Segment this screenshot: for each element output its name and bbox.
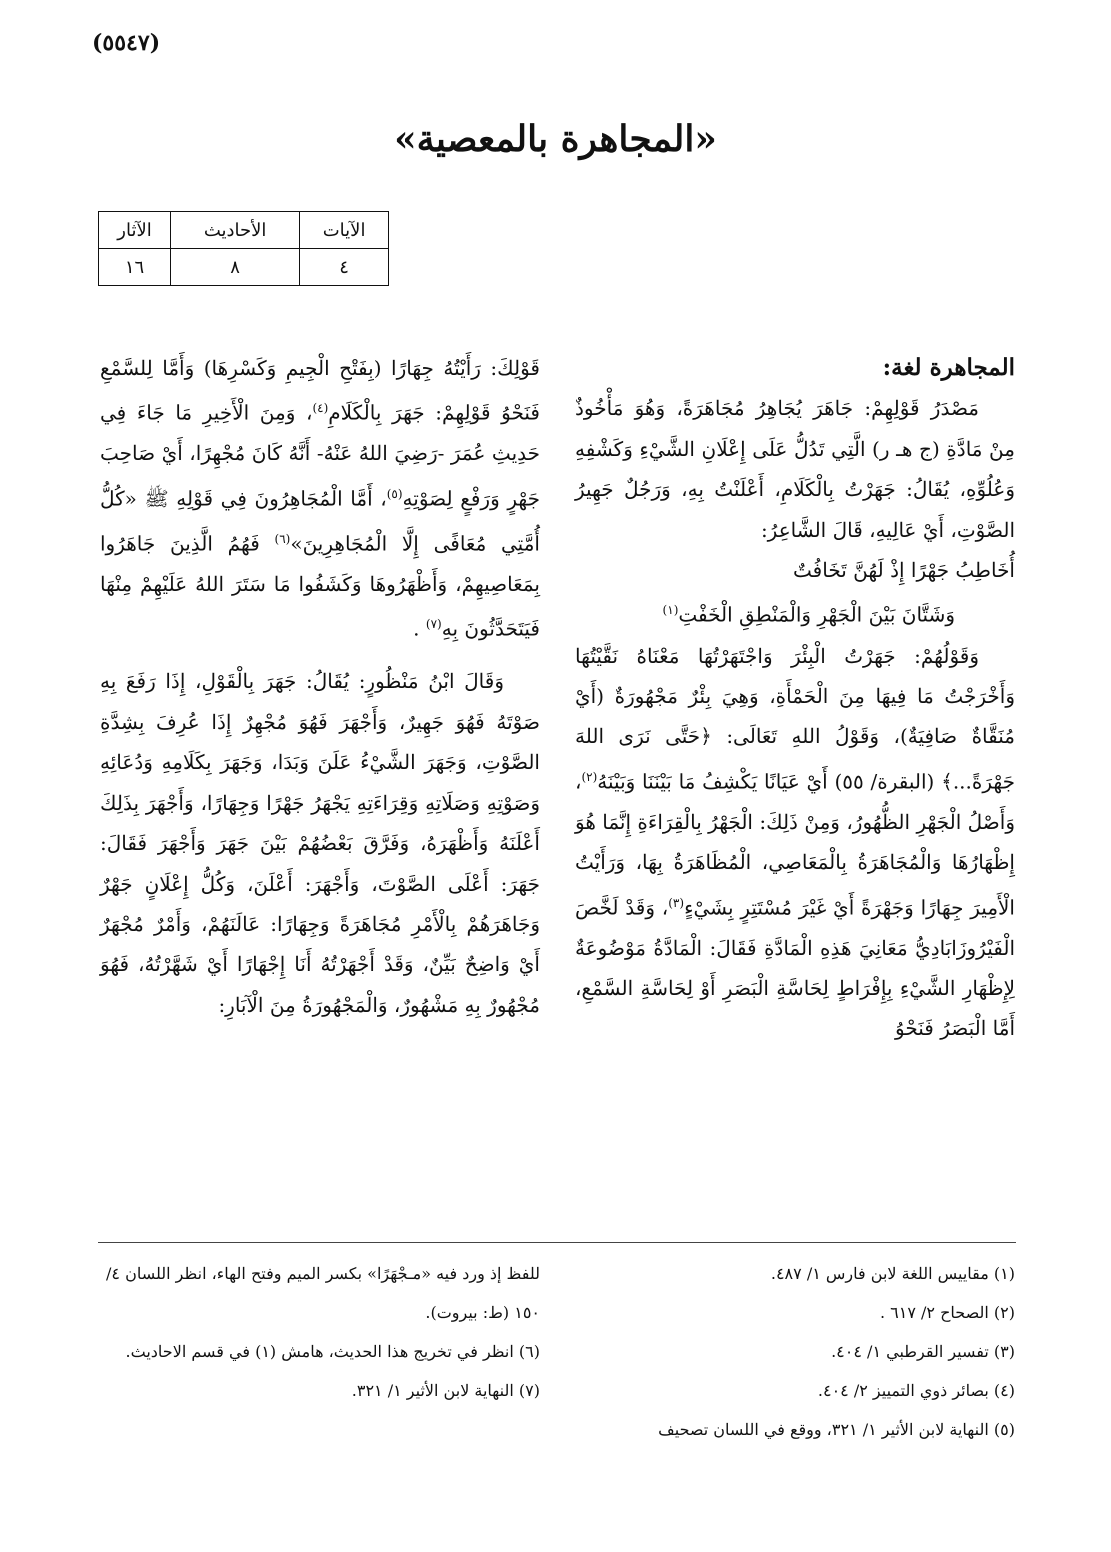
footnote: (٤) بصائر ذوي التمييز ٢/ ٤٠٤. xyxy=(817,1381,1015,1400)
footnote: (٥) النهاية لابن الأثير ١/ ٣٢١، ووقع في اللسان تصحيف xyxy=(658,1420,1015,1439)
footnote: للفظ إذ ورد فيه «مـجْهَرًا» بكسر الميم وفتح الهاء، انظر اللسان ٤/ ١٥٠ (ط: بيروت). xyxy=(106,1264,540,1322)
footnote-ref[interactable]: (٤) xyxy=(312,401,329,416)
footnote: (٧) النهاية لابن الأثير ١/ ٣٢١. xyxy=(351,1381,540,1400)
stats-value-row xyxy=(99,249,389,286)
paragraph xyxy=(575,388,1015,550)
stats-header-row xyxy=(99,212,389,249)
paragraph-text: فَهُمُ الَّذِينَ جَاهَرُوا بِمَعَاصِيهِمْ، وَأَظْهَرُوهَا وَكَشَفُوا مَا سَتَرَ اللهُ عَلَيْهِمْ مِنْهَا فَيَتَحَدَّثُونَ بِهِ xyxy=(100,531,540,642)
paragraph-text: مَصْدَرُ قَوْلِهِمْ: جَاهَرَ يُجَاهِرُ مُجَاهَرَةً، وَهُوَ مَأْخُوذٌ مِنْ مَادَّةِ (ج هـ ر) الَّتِي تَدُلُّ عَلَى إِعْلَانِ الشَّيْءِ وَكَشْفِهِ وَعُلُوِّهِ، يُقَالُ: جَهَرْتُ بِالْكَلَامِ، أَعْلَنْتُ بِهِ، وَرَجُلٌ جَهِيرُ الصَّوْتِ، أَيْ عَالِيهِ، قَالَ الشَّاعِرُ: xyxy=(575,396,1015,542)
stats-table xyxy=(98,211,389,286)
footnote-ref[interactable]: (٢) xyxy=(581,769,598,784)
stats-header-athar: الآثار xyxy=(99,212,171,249)
footnote-ref[interactable]: (٥) xyxy=(386,486,403,501)
left-column xyxy=(100,348,540,1025)
paragraph-text: ، أَمَّا الْمُجَاهِرُونَ فِي قَوْلِهِ ﷺ «كُلُّ أُمَّتِي مُعَافًى إِلَّا الْمُجَاهِرِينَ» xyxy=(100,486,540,556)
footnote-divider xyxy=(98,1242,1016,1243)
footnote-ref[interactable]: (٦) xyxy=(274,531,291,546)
section-heading: المجاهرة لغة: xyxy=(882,354,1015,381)
footnote-ref[interactable]: (٣) xyxy=(668,895,685,910)
stats-header-verses: الآيات xyxy=(300,212,389,249)
verse-text: وَشَتَّانَ بَيْنَ الْجَهْرِ وَالْمَنْطِقِ الْخَفْتِ xyxy=(678,603,955,628)
page-number: (٥٥٤٧) xyxy=(92,30,161,56)
paragraph-text: قَوْلِكَ: رَأَيْتُهُ جِهَارًا (بِفَتْحِ الْجِيمِ وَكَسْرِهَا) وَأَمَّا لِلسَّمْعِ فَنَحْوُ قَوْلِهِمْ: جَهَرَ بِالْكَلَامِ xyxy=(100,356,540,426)
spacer xyxy=(100,649,540,661)
right-column xyxy=(575,348,1015,1049)
paragraph-text: . xyxy=(413,617,426,642)
paragraph-text: ، وَقَدْ لَخَّصَ الْفَيْرُوزَابَادِيُّ مَعَانِيَ هَذِهِ الْمَادَّةِ فَقَالَ: الْمَادَّةُ مَوْضُوعَةٌ لِإِظْهَارِ الشَّيْءِ بِإِفْرَاطٍ لِحَاسَّةِ الْبَصَرِ أَوْ لِحَاسَّةِ السَّمْعِ، أَمَّا الْبَصَرُ فَنَحْوُ xyxy=(575,895,1015,1041)
paragraph-text: ، وَأَصْلُ الْجَهْرِ الظُّهُورُ، وَمِنْ ذَلِكَ: الْجَهْرُ بِالْقِرَاءَةِ إِنَّمَا هُوَ إِظْهَارُهَا وَالْمُجَاهَرَةُ بِالْمَعَاصِي، الْمُظَاهَرَةُ بِهَا، وَرَأَيْتُ الْأَمِيرَ جِهَارًا وَجَهْرَةً أَيْ غَيْرَ مُسْتَتِرٍ بِشَيْءٍ xyxy=(575,769,1015,920)
paragraph xyxy=(100,348,540,649)
paragraph-text: وَقَالَ ابْنُ مَنْظُورٍ: يُقَالُ: جَهَرَ بِالْقَوْلِ، إِذَا رَفَعَ بِهِ صَوْتَهُ فَهُوَ جَهِيرٌ، وَأَجْهَرَ فَهُوَ مُجْهِرٌ إِذَا عُرِفَ بِشِدَّةِ الصَّوْتِ، وَجَهَرَ الشَّيْءُ عَلَنَ وَبَدَا، وَجَهَرَ بِكَلَامِهِ وَدُعَائِهِ وَصَوْتِهِ وَصَلَاتِهِ وَقِرَاءَتِهِ يَجْهَرُ جَهْرًا وَجِهَارًا، وَأَجْهَرَ بِذَلِكَ أَعْلَنَهُ وَأَظْهَرَهُ، وَفَرَّقَ بَعْضُهُمْ بَيْنَ جَهَرَ وَأَجْهَرَ فَقَالَ: جَهَرَ: أَعْلَى الصَّوْتَ، وَأَجْهَرَ: أَعْلَنَ، وَكُلُّ إِعْلَانٍ جَهْرٌ وَجَاهَرَهُمْ بِالْأَمْرِ مُجَاهَرَةً وَجِهَارًا: عَالَنَهُمْ، وَأَمْرٌ مُجْهَرٌ أَيْ وَاضِحٌ بَيِّنٌ، وَقَدْ أَجْهَرْتُهُ أَنَا إِجْهَارًا أَيْ شَهَّرْتُهُ، فَهُوَ مُجْهُورٌ بِهِ مَشْهُورٌ، وَالْمَجْهُورَةُ مِنَ الْآبَارِ: xyxy=(100,669,540,1017)
page-title: «المجاهرة بالمعصية» xyxy=(394,118,717,160)
paragraph-text: ، وَمِنَ الْأَخِيرِ مَا جَاءَ فِي حَدِيثِ عُمَرَ -رَضِيَ اللهُ عَنْهُ- أَنَّهُ كَانَ مُجْهِرًا، أَيْ صَاحِبَ جَهْرٍ وَرَفْعٍ لِصَوْتِهِ xyxy=(100,401,540,511)
stats-header-hadiths: الأحاديث xyxy=(171,212,300,249)
verse-line xyxy=(575,590,1015,635)
footnote-ref[interactable]: (١) xyxy=(662,603,679,618)
verse-line: أُخَاطِبُ جَهْرًا إِذْ لَهُنَّ تَخَافُتٌ xyxy=(793,558,1015,583)
footnote: (٦) انظر في تخريج هذا الحديث، هامش (١) في قسم الاحاديث. xyxy=(125,1342,540,1361)
footnote: (٢) الصحاح ٢/ ٦١٧ . xyxy=(879,1303,1015,1322)
paragraph xyxy=(575,636,1015,1049)
footnote: (١) مقاييس اللغة لابن فارس ١/ ٤٨٧. xyxy=(770,1264,1015,1283)
paragraph xyxy=(100,661,540,1025)
footnote: (٣) تفسير القرطبي ١/ ٤٠٤. xyxy=(831,1342,1015,1361)
stats-value-athar: ١٦ xyxy=(99,249,171,286)
footnotes-left-list xyxy=(100,1254,540,1410)
footnote-ref[interactable]: (٧) xyxy=(425,617,442,632)
stats-value-verses: ٤ xyxy=(300,249,389,286)
footnotes-right-list xyxy=(575,1254,1015,1449)
stats-value-hadiths: ٨ xyxy=(171,249,300,286)
paragraph-text: وَقَوْلُهُمْ: جَهَرْتُ الْبِئْرَ وَاجْتَهَرْتُهَا مَعْنَاهُ نَقَّيْتُهَا وَأَخْرَجْتُ مَا فِيهَا مِنَ الْحَمْأَةِ، وَهِيَ بِئْرٌ مَجْهُورَةٌ (أَيْ مُنَقَّاةٌ صَافِيَةٌ)، وَقَوْلُ اللهِ تَعَالَى: ﴿حَتَّى نَرَى اللهَ جَهْرَةً...﴾ (البقرة/ ٥٥) أَيْ عَيَانًا يَكْشِفُ مَا بَيْنَنَا وَبَيْنَهُ xyxy=(575,643,1015,794)
